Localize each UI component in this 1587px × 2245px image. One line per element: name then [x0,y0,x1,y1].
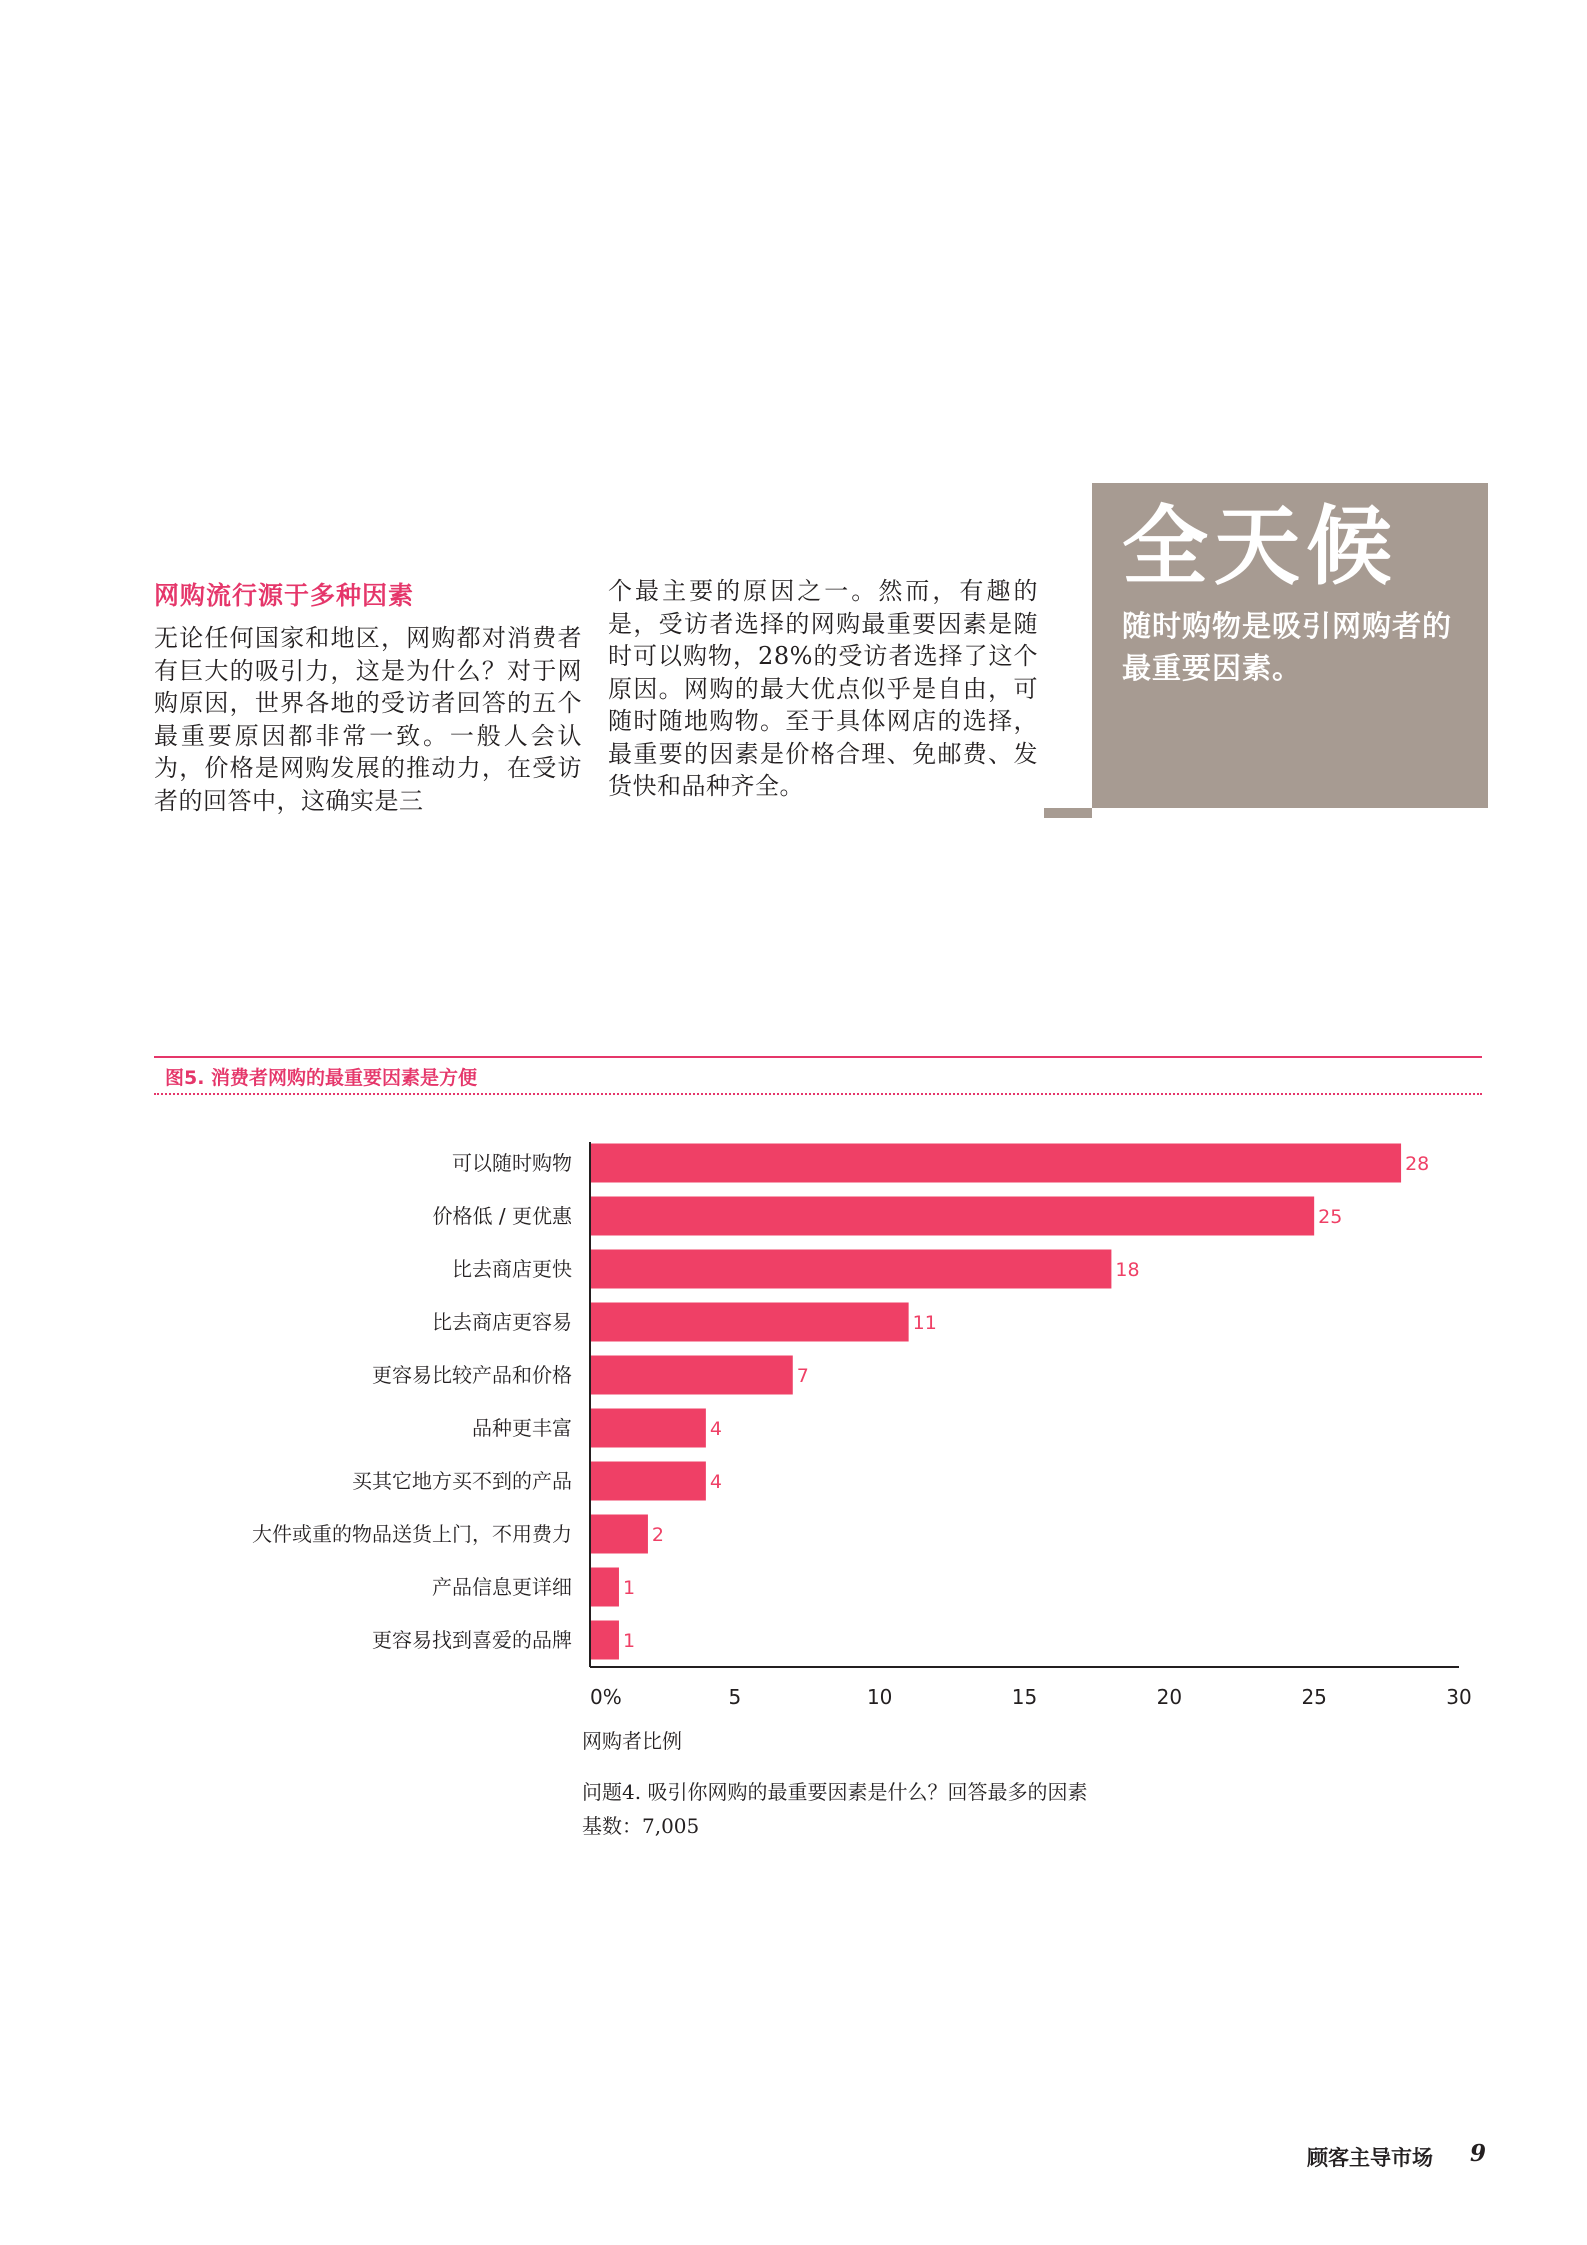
pull-quote-title: 全天候 [1122,496,1398,597]
bar [590,1462,706,1501]
data-label: 4 [709,1471,722,1493]
category-label: 更容易找到喜爱的品牌 [372,1628,572,1652]
body-text-middle-column: 个最主要的原因之一。然而，有趣的是，受访者选择的网购最重要因素是随时可以购物，28%的受访者选择了这个原因。网购的最大优点似乎是自由，可随时随地购物。至于具体网店的选择，最重要的因素是价格合理、免邮费、发货快和品种齐全。 [608,577,1038,800]
bar [590,1197,1314,1236]
bar [590,1303,909,1342]
survey-question-note: 问题4. 吸引你网购的最重要因素是什么？回答最多的因素 [582,1780,1088,1804]
x-tick-label: 30 [1446,1685,1472,1709]
category-label: 产品信息更详细 [432,1575,572,1599]
category-label: 价格低 / 更优惠 [432,1204,572,1228]
body-text-left-column: 无论任何国家和地区，网购都对消费者有巨大的吸引力，这是为什么？对于网购原因，世界各地的受访者回答的五个最重要原因都非常一致。一般人会认为，价格是网购发展的推动力，在受访者的回答中，这确实是三 [154,624,582,815]
bar [590,1250,1111,1289]
data-label: 1 [622,1577,636,1599]
x-tick-label: 10 [866,1685,893,1709]
bar [590,1568,619,1607]
data-label: 1 [622,1630,636,1652]
data-label: 7 [796,1365,809,1387]
category-label: 品种更丰富 [472,1416,572,1440]
data-label: 11 [912,1312,937,1334]
page-number: 9 [1470,2140,1487,2167]
survey-base-note: 基数：7,005 [582,1814,700,1838]
pull-quote-subtitle: 随时购物是吸引网购者的最重要因素。 [1122,609,1453,685]
category-label: 买其它地方买不到的产品 [352,1469,572,1493]
bar [590,1356,793,1395]
data-label: 28 [1405,1153,1430,1175]
bar [590,1515,648,1554]
x-tick-label: 25 [1301,1685,1327,1709]
bar [590,1144,1401,1183]
x-axis-label: 网购者比例 [582,1729,682,1753]
category-label: 比去商店更容易 [432,1310,572,1334]
section-heading: 网购流行源于多种因素 [154,581,415,610]
x-tick-label: 0% [590,1685,622,1709]
data-label: 4 [709,1418,722,1440]
category-label: 比去商店更快 [452,1257,572,1281]
category-label: 更容易比较产品和价格 [372,1363,572,1387]
pull-quote-box [1092,483,1488,808]
category-label: 大件或重的物品送货上门，不用费力 [252,1522,572,1546]
data-label: 18 [1115,1259,1140,1281]
bar-chart [0,1120,1587,1740]
figure-top-rule [154,1056,1482,1058]
data-label: 2 [651,1524,665,1546]
bar [590,1409,706,1448]
x-tick-label: 20 [1156,1685,1183,1709]
figure-dotted-rule [154,1093,1482,1095]
data-label: 25 [1318,1206,1343,1228]
bar [590,1621,619,1660]
footer-title: 顾客主导市场 [1307,2146,1433,2170]
category-label: 可以随时购物 [452,1151,572,1175]
x-tick-label: 5 [728,1685,742,1709]
pull-quote-accent-bar [1044,808,1092,818]
x-tick-label: 15 [1011,1685,1038,1709]
figure-title: 图5. 消费者网购的最重要因素是方便 [165,1067,478,1089]
